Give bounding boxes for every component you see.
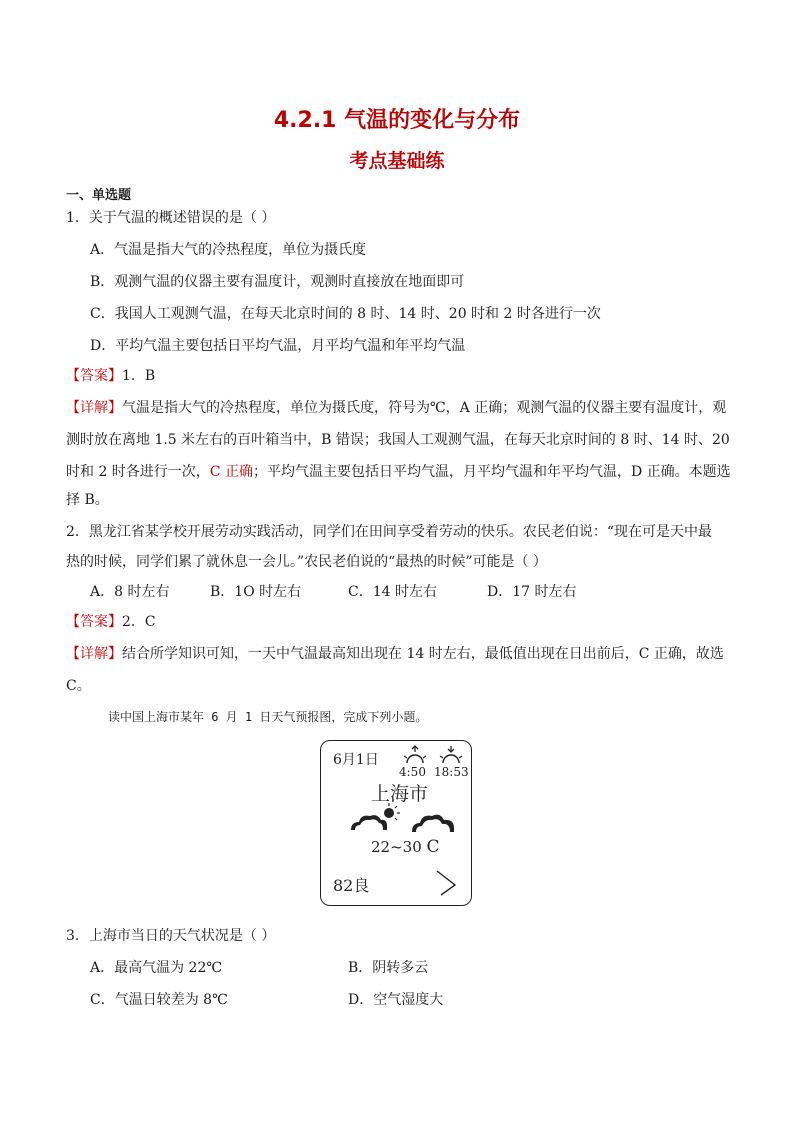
temperature-range <box>371 837 440 857</box>
cloud-sun-icon <box>349 803 407 833</box>
temperature-value: 22~30 <box>371 838 422 856</box>
question-3-option-c: C．气温日较差为 8℃ <box>90 992 228 1008</box>
wind-arrow-icon <box>433 869 461 897</box>
question-2-option-b: B．1O 时左右 <box>210 584 302 600</box>
answer-tag: 【答案】 <box>66 368 122 384</box>
question-1-answer <box>66 366 155 386</box>
question-3-option-a: A．最高气温为 22℃ <box>90 960 223 976</box>
answer-text: 1．B <box>122 368 156 384</box>
temperature-unit: C <box>426 837 440 857</box>
sunrise-time: 4:50 <box>399 765 426 779</box>
question-2-stem-line-1: 2．黑龙江省某学校开展劳动实践活动，同学们在田间享受着劳动的快乐。农民老伯说：“现在可是天中最 <box>66 524 713 540</box>
question-1-option-c: C．我国人工观测气温，在每天北京时间的 8 时、14 时、20 时和 2 时各进行一次 <box>90 306 601 322</box>
question-2-answer <box>66 612 156 632</box>
answer-text: 2．C <box>122 614 156 630</box>
question-1-option-a: A．气温是指大气的冷热程度，单位为摄氏度 <box>90 242 367 258</box>
question-2-option-a: A．8 时左右 <box>90 584 170 600</box>
detail-text: 结合所学知识可知，一天中气温最高知出现在 14 时左右，最低值出现在日出前后，C 正确，故选 <box>122 646 724 662</box>
page-title: 4.2.1 气温的变化与分布 <box>273 108 521 133</box>
question-1-detail-line-3 <box>66 462 731 482</box>
detail-text: 气温是指大气的冷热程度，单位为摄氏度，符号为℃，A 正确；观测气温的仪器主要有温度计，观 <box>122 400 727 416</box>
question-1-detail-line-2: 测时放在离地 1.5 米左右的百叶箱当中，B 错误；我国人工观测气温，在每天北京时间的 8 时、14 时、20 <box>66 432 730 448</box>
question-1-stem: 1．关于气温的概述错误的是（ ） <box>66 210 276 226</box>
answer-tag: 【答案】 <box>66 614 122 630</box>
question-3-stem: 3．上海市当日的天气状况是（ ） <box>66 928 276 944</box>
detail-text: ；平均气温主要包括日平均气温，月平均气温和年平均气温，D 正确。本题选 <box>252 464 731 480</box>
question-2-option-c: C．14 时左右 <box>348 584 437 600</box>
question-2-detail-line-2: C。 <box>66 678 91 694</box>
question-3-option-b: B．阴转多云 <box>348 960 429 976</box>
figure-intro: 读中国上海市某年 6 月 1 日天气预报图，完成下列小题。 <box>108 710 428 724</box>
sunrise-icon <box>401 745 429 765</box>
question-1-option-d: D．平均气温主要包括日平均气温，月平均气温和年平均气温 <box>90 338 466 354</box>
question-2-detail-line-1 <box>66 644 724 664</box>
cloud-icon <box>411 809 455 833</box>
detail-tag: 【详解】 <box>66 400 122 416</box>
section-heading: 一、单选题 <box>66 188 132 203</box>
sunset-time: 18:53 <box>434 765 469 779</box>
detail-text: 时和 2 时各进行一次， <box>66 464 210 480</box>
question-3-option-d: D．空气湿度大 <box>348 992 444 1008</box>
weather-forecast-card <box>320 740 472 906</box>
question-1-detail-line-1 <box>66 398 726 418</box>
page-subtitle: 考点基础练 <box>349 150 445 172</box>
question-2-stem-line-2: 热的时候，同学们累了就休息一会儿。”农民老伯说的“最热的时候”可能是（ ） <box>66 554 547 570</box>
question-1-option-b: B．观测气温的仪器主要有温度计，观测时直接放在地面即可 <box>90 274 465 290</box>
air-quality-index: 82良 <box>333 876 370 895</box>
question-1-detail-line-4: 择 B。 <box>66 492 109 508</box>
question-2-option-d: D．17 时左右 <box>487 584 577 600</box>
detail-highlight: C 正确 <box>209 464 253 480</box>
forecast-date: 6月1日 <box>333 752 379 768</box>
sunset-icon <box>437 745 465 765</box>
detail-tag: 【详解】 <box>66 646 122 662</box>
city-name: 上海市 <box>371 783 429 805</box>
